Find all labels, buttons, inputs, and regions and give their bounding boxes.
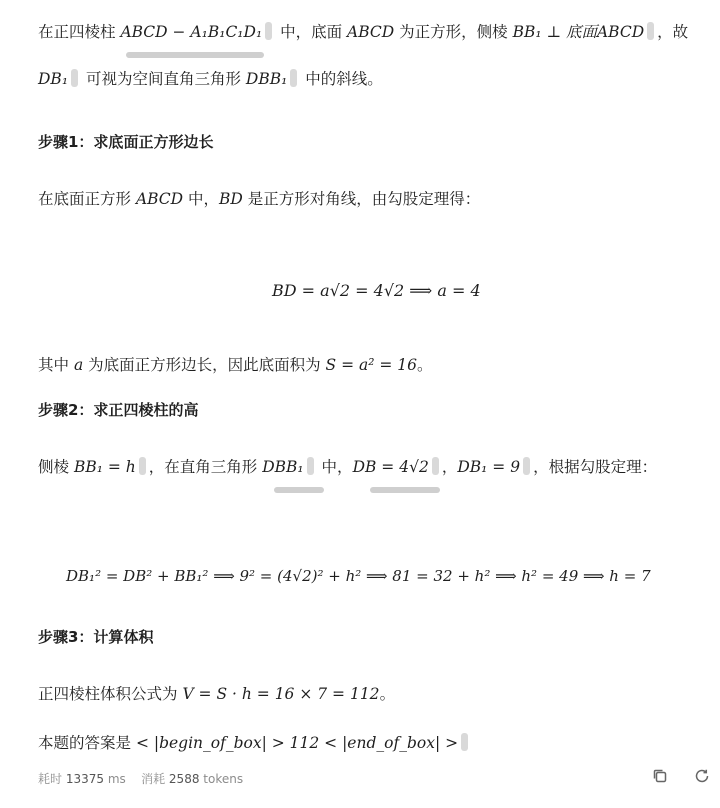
placeholder-pill (71, 69, 78, 87)
math-prism: ABCD − A₁B₁C₁D₁ (120, 23, 263, 41)
math-perpendicular: BB₁ ⊥ 底面ABCD (512, 23, 645, 41)
math-underline (370, 487, 440, 493)
placeholder-pill (432, 457, 439, 475)
placeholder-pill (461, 733, 468, 751)
step1-equation: BD = a√2 = 4√2 ⟹ a = 4 (272, 281, 481, 300)
intro-line-2: DB₁ 可视为空间直角三角形 DBB₁ 中的斜线。 (38, 70, 383, 88)
footer-stats: 耗时 13375 ms 消耗 2588 tokens (38, 772, 244, 786)
step3-heading: 步骤3：计算体积 (38, 628, 154, 646)
math-underline (274, 487, 324, 493)
step3-text: 正四棱柱体积公式为 V = S · h = 16 × 7 = 112。 (38, 685, 396, 703)
step2-equation: DB₁² = DB² + BB₁² ⟹ 9² = (4√2)² + h² ⟹ 81 = 32 + h² ⟹ h² = 49 ⟹ h = 7 (66, 567, 651, 585)
step1-heading: 步骤1：求底面正方形边长 (38, 133, 214, 151)
placeholder-pill (523, 457, 530, 475)
step1-text: 在底面正方形 ABCD 中，BD 是正方形对角线，由勾股定理得： (38, 190, 481, 208)
placeholder-pill (307, 457, 314, 475)
math-underline (126, 52, 264, 58)
placeholder-pill (647, 22, 654, 40)
placeholder-pill (265, 22, 272, 40)
time-value: 13375 (65, 772, 105, 786)
placeholder-pill (139, 457, 146, 475)
refresh-icon[interactable] (693, 767, 711, 785)
answer-box: < |begin_of_box| > 112 < |end_of_box| > (135, 734, 459, 752)
step2-heading: 步骤2：求正四棱柱的高 (38, 401, 199, 419)
step2-text: 侧棱 BB₁ = h ，在直角三角形 DBB₁ 中，DB = 4√2 ，DB₁ = 9 ，根据勾股定理： (38, 458, 658, 476)
placeholder-pill (290, 69, 297, 87)
copy-icon[interactable] (651, 767, 669, 785)
tokens-value: 2588 (168, 772, 200, 786)
answer-line: 本题的答案是 < |begin_of_box| > 112 < |end_of_box| > (38, 732, 471, 754)
step1-conclusion: 其中 a 为底面正方形边长，因此底面积为 S = a² = 16。 (38, 356, 433, 374)
intro-line-1: 在正四棱柱 ABCD − A₁B₁C₁D₁ 中，底面 ABCD 为正方形，侧棱 BB₁ ⊥ 底面ABCD ，故 (38, 23, 689, 41)
